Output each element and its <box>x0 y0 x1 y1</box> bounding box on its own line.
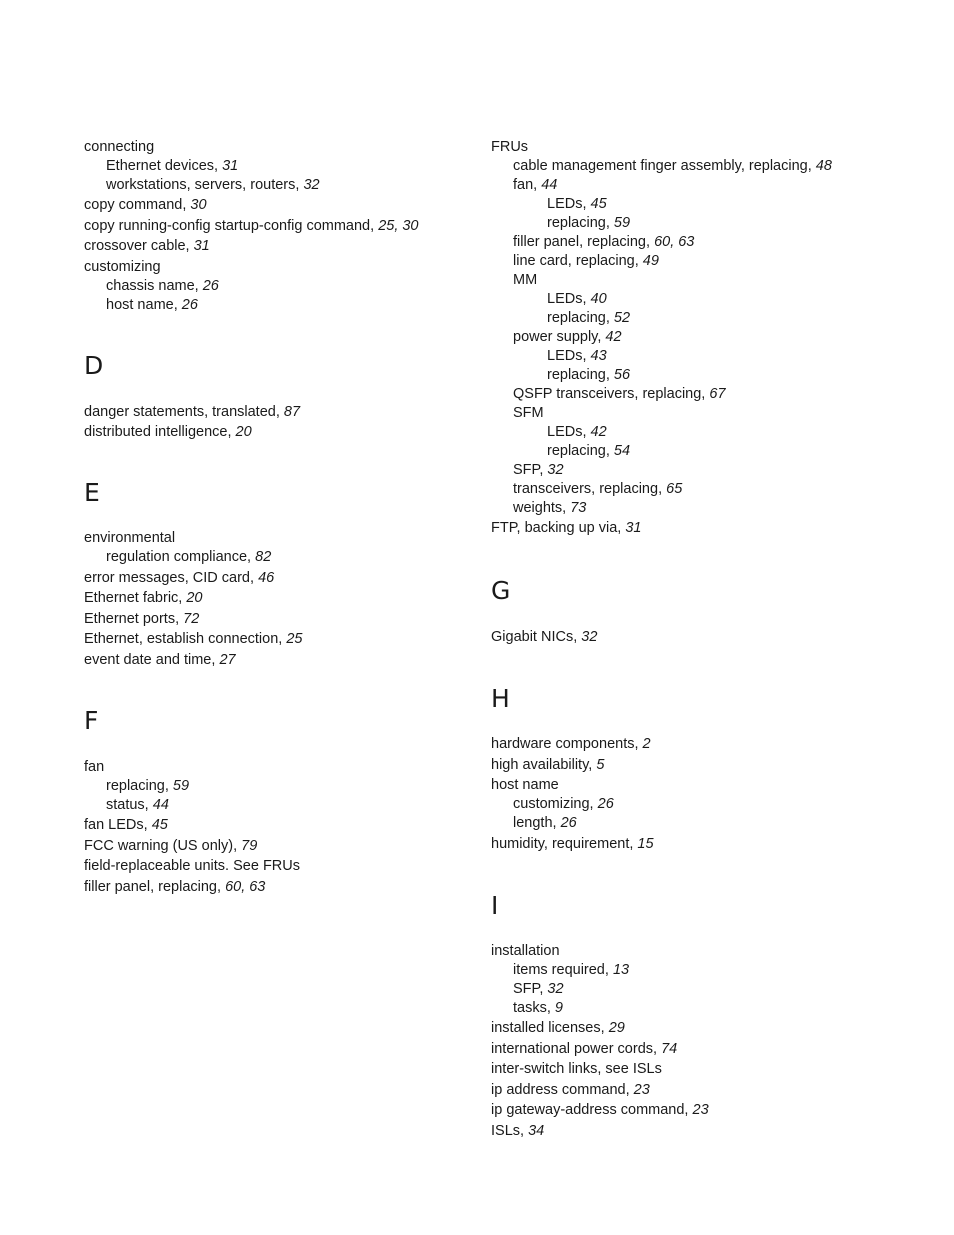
letter-section-f <box>84 707 464 897</box>
page-reference: 29 <box>608 1020 625 1036</box>
index-term: LEDs, <box>547 423 587 440</box>
letter-section-i <box>491 892 891 1141</box>
index-entry <box>491 1101 891 1120</box>
letter-section-e <box>84 479 464 670</box>
index-term: crossover cable, <box>84 238 190 254</box>
page-reference: 27 <box>219 651 236 668</box>
index-subentry <box>491 214 891 233</box>
index-entry <box>491 942 891 961</box>
index-term: transceivers, replacing, <box>513 480 663 497</box>
index-term: cable management finger assembly, replacing, <box>513 157 812 174</box>
index-entry <box>84 630 464 649</box>
index-term: FCC warning (US only), <box>84 837 238 854</box>
page-reference: 26 <box>181 296 198 313</box>
index-entry <box>491 138 891 157</box>
index-term: installed licenses, <box>491 1020 605 1036</box>
page-reference: 73 <box>570 499 587 516</box>
index-subentry <box>491 385 891 404</box>
page-reference: 2 <box>642 736 651 752</box>
index-term: LEDs, <box>547 195 587 212</box>
letter-heading-i: I <box>491 890 499 920</box>
index-term: ISLs, <box>491 1122 525 1139</box>
index-group-h <box>491 735 891 854</box>
page-reference: 15 <box>637 835 654 852</box>
index-subentry <box>84 796 464 815</box>
index-group-f <box>84 758 464 897</box>
index-term: customizing <box>84 258 161 275</box>
index-subentry <box>84 548 464 567</box>
index-subentry <box>491 271 891 290</box>
page-reference: 42 <box>590 423 607 440</box>
index-term: copy command, <box>84 197 187 213</box>
index-entry <box>84 589 464 608</box>
letter-heading-f: F <box>84 705 99 735</box>
page-reference: 74 <box>661 1040 678 1057</box>
index-term: Ethernet devices, <box>106 157 219 174</box>
index-entry <box>84 217 464 236</box>
page-reference: 56 <box>613 366 631 383</box>
index-group-e <box>84 529 464 670</box>
index-column-left <box>84 136 464 897</box>
page-reference: 48 <box>815 157 832 174</box>
letter-heading-d: D <box>84 350 104 380</box>
index-term: LEDs, <box>547 290 587 307</box>
index-entry <box>84 758 464 777</box>
index-entry <box>84 878 464 897</box>
page-reference: 23 <box>633 1081 650 1098</box>
page-reference: 32 <box>547 461 564 478</box>
index-group-c <box>84 138 464 315</box>
index-term: host name, <box>106 296 178 313</box>
index-entry <box>84 196 464 215</box>
page-reference: 59 <box>172 777 190 794</box>
index-entry <box>84 857 464 876</box>
index-term: ip gateway-address command, <box>491 1102 689 1118</box>
index-subentry <box>491 366 891 385</box>
index-term: error messages, CID card, <box>84 569 255 586</box>
index-term: replacing, <box>547 309 610 326</box>
index-column-right <box>491 136 891 1141</box>
index-term: SFM <box>513 404 544 421</box>
index-entry <box>491 628 891 647</box>
index-subentry <box>84 296 464 315</box>
index-entry <box>491 1122 891 1141</box>
index-subentry <box>491 423 891 442</box>
letter-section-h <box>491 685 891 854</box>
index-subentry <box>491 980 891 999</box>
letter-section-d <box>84 352 464 443</box>
index-term: danger statements, translated, <box>84 403 280 420</box>
index-term: environmental <box>84 530 176 546</box>
index-entry <box>84 237 464 256</box>
index-subentry <box>491 157 891 176</box>
page-reference: 65 <box>666 480 683 497</box>
page-reference: 20 <box>235 424 252 440</box>
index-term: line card, replacing, <box>513 252 639 269</box>
index-term: chassis name, <box>106 277 199 294</box>
index-entry <box>491 735 891 754</box>
letter-heading-e: E <box>84 478 100 507</box>
index-subentry <box>491 252 891 271</box>
page-reference: 31 <box>222 157 239 174</box>
index-term: installation <box>491 942 560 959</box>
index-term: workstations, servers, routers, <box>106 176 300 193</box>
index-subentry <box>491 499 891 518</box>
page-reference: 26 <box>202 277 219 294</box>
page-reference: 44 <box>541 176 558 193</box>
index-term: international power cords, <box>491 1040 658 1057</box>
letter-section-g <box>491 577 891 647</box>
index-term: Gigabit NICs, <box>491 629 578 645</box>
index-term: tasks, <box>513 999 551 1016</box>
index-term: distributed intelligence, <box>84 424 232 440</box>
page-reference: 32 <box>547 980 564 997</box>
page-reference: 46 <box>258 569 275 586</box>
page-reference: 40 <box>590 290 607 307</box>
page-reference: 45 <box>590 195 607 212</box>
index-entry <box>491 1019 891 1038</box>
page-reference: 43 <box>590 347 607 364</box>
index-subentry <box>491 347 891 366</box>
index-entry <box>491 756 891 775</box>
index-term: humidity, requirement, <box>491 835 634 852</box>
index-subentry <box>84 176 464 195</box>
index-term: filler panel, replacing, <box>513 233 651 250</box>
index-term: SFP, <box>513 980 544 997</box>
page-reference: 9 <box>554 999 563 1016</box>
page-reference: 59 <box>613 214 631 231</box>
index-term: Ethernet, establish connection, <box>84 631 283 647</box>
page-reference: 42 <box>605 328 622 345</box>
index-group-d <box>84 403 464 443</box>
index-entry <box>84 258 464 277</box>
index-group-g <box>491 628 891 647</box>
index-term: length, <box>513 815 557 831</box>
index-subentry <box>491 328 891 347</box>
index-term: replacing, <box>547 214 610 231</box>
index-term: power supply, <box>513 328 602 345</box>
page-reference: 26 <box>560 815 577 831</box>
page-reference: 32 <box>303 176 320 193</box>
letter-heading-h: H <box>491 684 510 713</box>
index-term: filler panel, replacing, <box>84 878 222 895</box>
index-subentry <box>491 480 891 499</box>
index-subentry <box>84 277 464 296</box>
page-reference: 31 <box>193 238 210 254</box>
page-reference: 32 <box>581 629 598 645</box>
index-term: high availability, <box>491 756 593 773</box>
index-subentry <box>491 814 891 833</box>
index-entry <box>84 651 464 670</box>
index-term: LEDs, <box>547 347 587 364</box>
index-term: customizing, <box>513 796 594 812</box>
page-reference: 82 <box>255 549 272 565</box>
index-entry <box>491 835 891 854</box>
page-reference: 13 <box>612 961 630 978</box>
index-group-frus <box>491 138 891 539</box>
index-term: copy running-config startup-config command, <box>84 217 375 234</box>
index-subentry <box>491 404 891 423</box>
index-term: ip address command, <box>491 1081 630 1098</box>
index-entry <box>84 529 464 548</box>
index-entry <box>84 816 464 835</box>
index-term: host name <box>491 777 559 793</box>
index-term: status, <box>106 796 149 813</box>
page-reference: 87 <box>283 403 301 420</box>
index-term: Ethernet ports, <box>84 610 180 627</box>
index-entry <box>84 138 464 157</box>
page-reference: 30 <box>190 197 207 213</box>
page-reference: 31 <box>625 520 642 536</box>
index-subentry <box>491 195 891 214</box>
index-subentry <box>491 290 891 309</box>
index-subentry <box>84 157 464 176</box>
index-subentry <box>491 461 891 480</box>
index-entry <box>84 837 464 856</box>
index-subentry <box>84 777 464 796</box>
index-entry <box>491 519 891 538</box>
page-reference: 60, 63 <box>225 878 266 895</box>
page-reference: 45 <box>151 817 168 833</box>
index-term: hardware components, <box>491 736 639 752</box>
index-term: MM <box>513 271 538 288</box>
index-subentry <box>491 961 891 980</box>
index-term: replacing, <box>106 777 169 794</box>
page-reference: 44 <box>152 796 169 813</box>
index-term: field-replaceable units. See FRUs <box>84 858 300 874</box>
index-term: FTP, backing up via, <box>491 520 622 536</box>
index-entry <box>84 423 464 442</box>
page-reference: 23 <box>692 1102 709 1118</box>
index-term: SFP, <box>513 461 544 478</box>
index-entry <box>84 569 464 588</box>
page-reference: 67 <box>709 385 726 402</box>
index-subentry <box>491 999 891 1018</box>
index-entry <box>491 1060 891 1079</box>
index-term: connecting <box>84 138 155 155</box>
page-reference: 49 <box>642 252 659 269</box>
index-entry <box>84 610 464 629</box>
letter-heading-g: G <box>491 576 511 605</box>
index-term: inter-switch links, see ISLs <box>491 1061 662 1077</box>
index-term: fan, <box>513 176 538 193</box>
index-term: fan LEDs, <box>84 817 148 833</box>
page-reference: 20 <box>186 590 203 606</box>
index-group-i <box>491 942 891 1141</box>
page-reference: 26 <box>597 796 614 812</box>
index-subentry <box>491 233 891 252</box>
page-reference: 25, 30 <box>378 217 419 234</box>
index-term: items required, <box>513 961 609 978</box>
index-entry <box>491 1040 891 1059</box>
page-reference: 60, 63 <box>654 233 695 250</box>
page-reference: 5 <box>596 756 605 773</box>
index-term: replacing, <box>547 366 610 383</box>
page-reference: 34 <box>528 1122 545 1139</box>
index-term: Ethernet fabric, <box>84 590 183 606</box>
page-reference: 79 <box>241 837 258 854</box>
page-reference: 72 <box>183 610 200 627</box>
page-reference: 25 <box>286 631 303 647</box>
page-reference: 52 <box>613 309 631 326</box>
index-entry <box>491 1081 891 1100</box>
index-term: event date and time, <box>84 651 216 668</box>
index-subentry <box>491 795 891 814</box>
index-entry <box>84 403 464 422</box>
index-term: replacing, <box>547 442 610 459</box>
index-term: weights, <box>513 499 567 516</box>
index-term: regulation compliance, <box>106 549 252 565</box>
index-subentry <box>491 309 891 328</box>
index-subentry <box>491 176 891 195</box>
index-entry <box>491 776 891 795</box>
index-term: QSFP transceivers, replacing, <box>513 385 706 402</box>
index-term: FRUs <box>491 138 529 155</box>
index-term: fan <box>84 758 105 775</box>
index-subentry <box>491 442 891 461</box>
page-reference: 54 <box>613 442 631 459</box>
